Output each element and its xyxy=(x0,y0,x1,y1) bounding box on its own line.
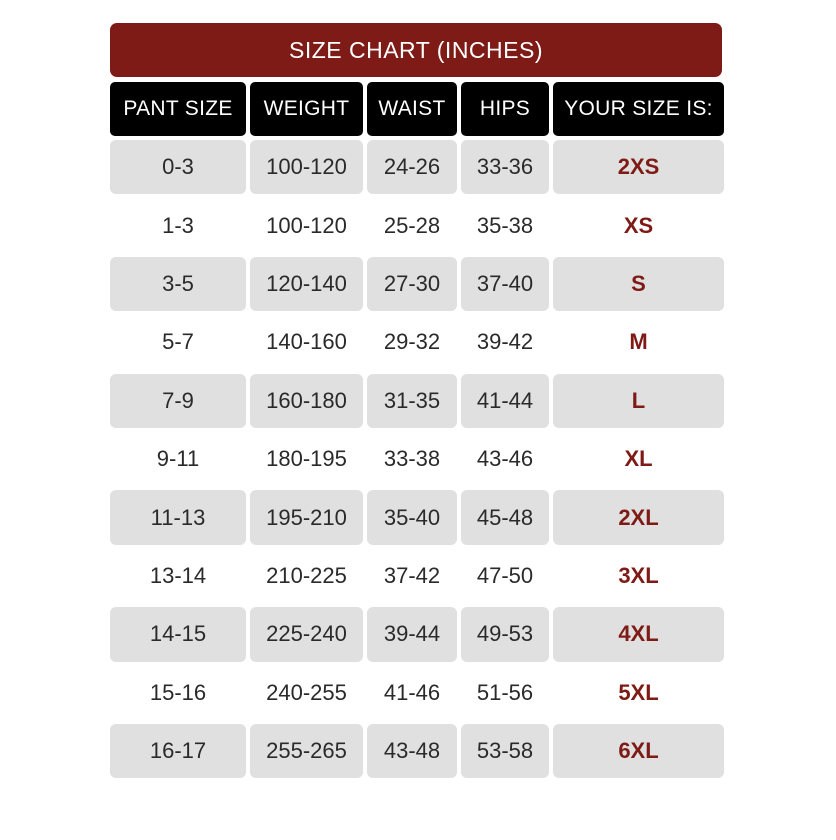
pant-size-cell: 3-5 xyxy=(110,257,246,311)
hips-cell: 39-42 xyxy=(476,329,534,355)
weight-cell: 210-225 xyxy=(266,562,347,588)
header-waist: WAIST xyxy=(367,82,457,136)
weight-cell: 100-120 xyxy=(250,140,363,194)
waist-cell: 27-30 xyxy=(367,257,457,311)
weight-cell: 195-210 xyxy=(250,490,363,544)
size-cell: S xyxy=(553,257,724,311)
waist-cell: 25-28 xyxy=(383,212,441,238)
pant-size-cell: 14-15 xyxy=(110,607,246,661)
size-cell: 5XL xyxy=(618,679,659,705)
chart-title: SIZE CHART (INCHES) xyxy=(110,23,722,77)
pant-size-cell: 1-3 xyxy=(162,212,194,238)
waist-cell: 43-48 xyxy=(367,724,457,778)
pant-size-cell: 16-17 xyxy=(110,724,246,778)
pant-size-cell: 11-13 xyxy=(110,490,246,544)
table-row xyxy=(110,374,722,428)
waist-cell: 29-32 xyxy=(383,329,441,355)
table-row xyxy=(110,724,722,778)
waist-cell: 31-35 xyxy=(367,374,457,428)
size-cell: 2XL xyxy=(553,490,724,544)
waist-cell: 35-40 xyxy=(367,490,457,544)
weight-cell: 240-255 xyxy=(266,679,347,705)
table-row xyxy=(110,257,722,311)
pant-size-cell: 5-7 xyxy=(162,329,194,355)
weight-cell: 255-265 xyxy=(250,724,363,778)
size-cell: 4XL xyxy=(553,607,724,661)
waist-cell: 33-38 xyxy=(383,446,441,472)
waist-cell: 39-44 xyxy=(367,607,457,661)
hips-cell: 51-56 xyxy=(476,679,534,705)
size-cell: 2XS xyxy=(553,140,724,194)
hips-cell: 45-48 xyxy=(461,490,549,544)
pant-size-cell: 15-16 xyxy=(149,679,207,705)
hips-cell: 33-36 xyxy=(461,140,549,194)
size-cell: L xyxy=(553,374,724,428)
weight-cell: 225-240 xyxy=(250,607,363,661)
hips-cell: 49-53 xyxy=(461,607,549,661)
pant-size-cell: 7-9 xyxy=(110,374,246,428)
weight-cell: 180-195 xyxy=(266,446,347,472)
weight-cell: 160-180 xyxy=(250,374,363,428)
size-chart xyxy=(110,23,722,778)
size-cell: M xyxy=(629,329,648,355)
weight-cell: 100-120 xyxy=(266,212,347,238)
table-row xyxy=(110,140,722,194)
header-pant-size: PANT SIZE xyxy=(110,82,246,136)
pant-size-cell: 0-3 xyxy=(110,140,246,194)
table-row xyxy=(110,315,722,369)
header-weight: WEIGHT xyxy=(250,82,363,136)
hips-cell: 41-44 xyxy=(461,374,549,428)
weight-cell: 140-160 xyxy=(266,329,347,355)
table-row xyxy=(110,432,722,486)
hips-cell: 53-58 xyxy=(461,724,549,778)
waist-cell: 41-46 xyxy=(383,679,441,705)
pant-size-cell: 13-14 xyxy=(149,562,207,588)
size-cell: 6XL xyxy=(553,724,724,778)
hips-cell: 43-46 xyxy=(476,446,534,472)
size-cell: XS xyxy=(623,212,654,238)
header-hips: HIPS xyxy=(461,82,549,136)
size-cell: 3XL xyxy=(618,562,659,588)
table-row xyxy=(110,666,722,720)
hips-cell: 37-40 xyxy=(461,257,549,311)
waist-cell: 37-42 xyxy=(383,562,441,588)
table-row xyxy=(110,607,722,661)
table-row xyxy=(110,198,722,252)
size-cell: XL xyxy=(624,446,653,472)
hips-cell: 35-38 xyxy=(476,212,534,238)
weight-cell: 120-140 xyxy=(250,257,363,311)
header-row xyxy=(110,82,722,136)
pant-size-cell: 9-11 xyxy=(156,446,200,472)
waist-cell: 24-26 xyxy=(367,140,457,194)
header-your-size: YOUR SIZE IS: xyxy=(553,82,724,136)
hips-cell: 47-50 xyxy=(476,562,534,588)
table-body xyxy=(110,140,722,778)
table-row xyxy=(110,490,722,544)
table-row xyxy=(110,549,722,603)
